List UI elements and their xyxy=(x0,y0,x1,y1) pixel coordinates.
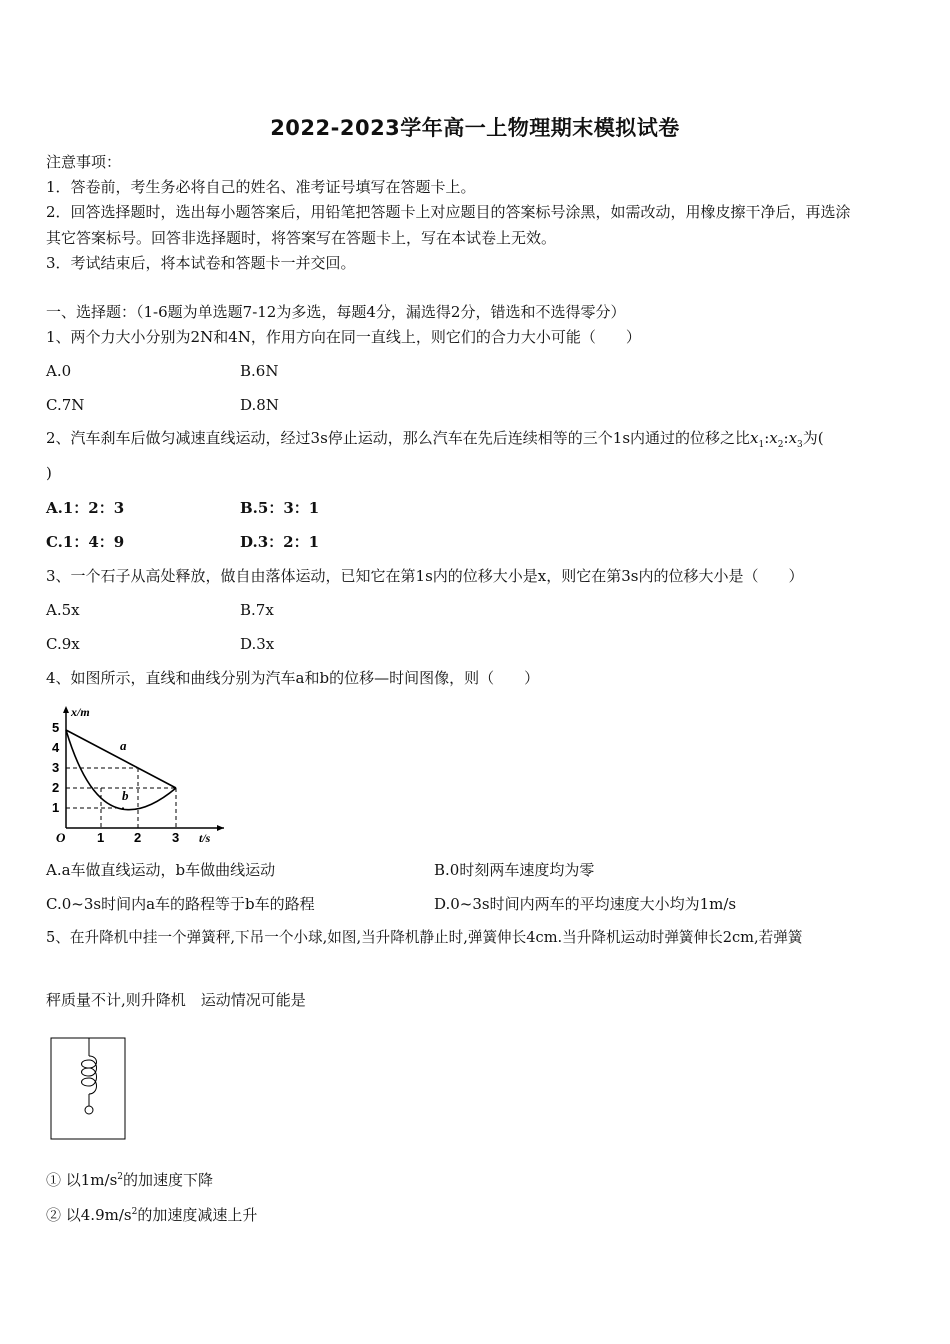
q5-option-1-text: ① 以1m/s xyxy=(46,1171,118,1189)
x-axis-label: t/s xyxy=(199,831,211,845)
q2-stem-close: ) xyxy=(46,464,52,482)
y-axis-label: x/m xyxy=(71,705,90,719)
question-5-stem-b: 秤质量不计,则升降机 运动情况可能是 xyxy=(46,991,306,1009)
spring-coil xyxy=(82,1056,97,1094)
x-tick-3: 3 xyxy=(172,830,180,845)
elevator-spring-diagram xyxy=(49,1036,129,1142)
label-a: a xyxy=(120,738,127,753)
q2-stem-text: 2、汽车刹车后做匀减速直线运动，经过3s停止运动，那么汽车在先后连续相等的三个1s内通过的位移之比 xyxy=(46,429,751,447)
notice-item-2a: 2．回答选择题时，选出每小题答案后，用铅笔把答题卡上对应题目的答案标号涂黑，如需改动，用橡皮擦干净后，再选涂 xyxy=(46,203,851,221)
y-axis-arrow xyxy=(63,706,69,713)
q2-x2: x xyxy=(769,429,778,447)
y-tick-3: 3 xyxy=(52,760,60,775)
q2-sub1: 1 xyxy=(758,440,765,450)
q2-colon2: : xyxy=(783,429,789,447)
q3-option-b: B.7x xyxy=(240,601,274,619)
question-5-stem-a: 5、在升降机中挂一个弹簧秤,下吊一个小球,如图,当升降机静止时,弹簧伸长4cm.当升降机运动时弹簧伸长2cm,若弹簧 xyxy=(46,929,803,946)
question-2-stem xyxy=(46,428,824,448)
q2-option-b: B.5：3：1 xyxy=(240,499,320,517)
q2-stem-end: 为( xyxy=(802,429,824,447)
origin-label: O xyxy=(56,830,66,845)
notice-item-3: 3．考试结束后，将本试卷和答题卡一并交回。 xyxy=(46,254,356,272)
y-tick-5: 5 xyxy=(52,720,60,735)
notice-heading: 注意事项： xyxy=(46,153,122,171)
q4-option-c: C.0~3s时间内a车的路程等于b车的路程 xyxy=(46,895,315,913)
question-3-stem: 3、一个石子从高处释放，做自由落体运动，已知它在第1s内的位移大小是x，则它在第3s内的位移大小是（ ） xyxy=(46,567,804,585)
q1-option-b: B.6N xyxy=(240,362,279,380)
q3-option-d: D.3x xyxy=(240,635,275,653)
notice-item-2b: 其它答案标号。回答非选择题时，将答案写在答题卡上，写在本试卷上无效。 xyxy=(46,229,557,247)
notice-item-1: 1．答卷前，考生务必将自己的姓名、准考证号填写在答题卡上。 xyxy=(46,178,476,196)
q2-sub2: 2 xyxy=(777,440,784,450)
q4-option-d: D.0~3s时间内两车的平均速度大小均为1m/s xyxy=(434,895,737,913)
q4-option-b: B.0时刻两车速度均为零 xyxy=(434,861,595,879)
q2-x1: x xyxy=(750,429,759,447)
elevator-box xyxy=(51,1038,125,1139)
page-title: 2022-2023学年高一上物理期末模拟试卷 xyxy=(270,116,680,140)
q2-option-c: C.1：4：9 xyxy=(46,533,125,551)
y-tick-2: 2 xyxy=(52,780,60,795)
q5-option-2-sup: 2 xyxy=(131,1207,138,1217)
q2-option-a: A.1：2：3 xyxy=(46,499,125,517)
q5-option-2-tail: 的加速度减速上升 xyxy=(137,1206,258,1224)
position-time-graph xyxy=(44,700,234,850)
q1-option-d: D.8N xyxy=(240,396,279,414)
q3-option-c: C.9x xyxy=(46,635,80,653)
q5-option-1 xyxy=(46,1170,213,1190)
question-1-stem: 1、两个力大小分别为2N和4N，作用方向在同一直线上，则它们的合力大小可能（ ） xyxy=(46,328,641,346)
q5-option-2-text: ② 以4.9m/s xyxy=(46,1206,132,1224)
q2-x3: x xyxy=(788,429,798,447)
q5-option-1-tail: 的加速度下降 xyxy=(123,1171,214,1189)
q2-sub3: 3 xyxy=(797,440,803,450)
x-tick-2: 2 xyxy=(134,830,142,845)
label-b: b xyxy=(122,788,129,803)
q2-colon1: : xyxy=(764,429,770,447)
q1-option-a: A.0 xyxy=(46,362,72,380)
ball xyxy=(85,1106,93,1114)
x-tick-1: 1 xyxy=(97,830,105,845)
y-tick-1: 1 xyxy=(52,800,60,815)
q5-option-1-sup: 2 xyxy=(117,1172,124,1182)
x-axis-arrow xyxy=(217,825,224,831)
q2-option-d: D.3：2：1 xyxy=(240,533,320,551)
q4-option-a: A.a车做直线运动，b车做曲线运动 xyxy=(46,861,276,879)
guide-lines xyxy=(66,768,176,828)
q1-option-c: C.7N xyxy=(46,396,85,414)
y-tick-4: 4 xyxy=(52,740,60,755)
q3-option-a: A.5x xyxy=(46,601,80,619)
question-4-stem: 4、如图所示，直线和曲线分别为汽车a和b的位移—时间图像，则（ ） xyxy=(46,669,540,687)
q5-option-2 xyxy=(46,1205,257,1225)
section-heading: 一、选择题：（1-6题为单选题7-12为多选，每题4分，漏选得2分，错选和不选得零分） xyxy=(46,303,626,321)
